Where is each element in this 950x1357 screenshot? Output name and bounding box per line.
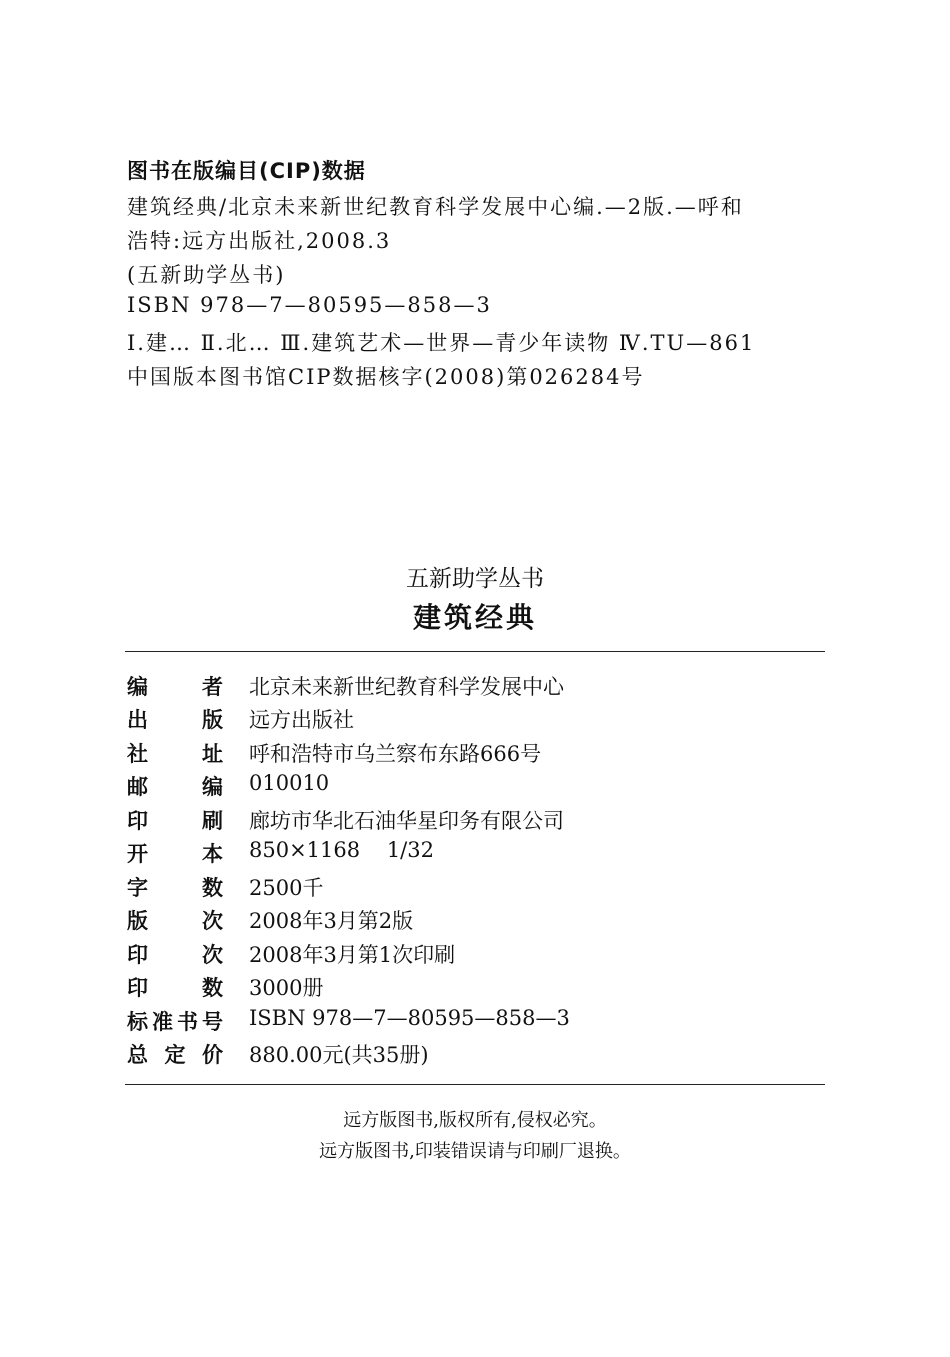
info-value: 2008年3月第1次印刷 (249, 943, 456, 967)
info-label: 邮 编 (127, 775, 223, 799)
info-label: 开 本 (127, 842, 223, 866)
info-value: ISBN 978—7—80595—858—3 (249, 1006, 570, 1030)
cip-line: (五新助学丛书) (127, 263, 286, 287)
info-label: 印 次 (127, 943, 223, 967)
cip-line: 建筑经典/北京未来新世纪教育科学发展中心编.—2版.—呼和 (127, 195, 744, 219)
info-value: 850×1168 1/32 (249, 838, 434, 862)
book-title: 建筑经典 (412, 601, 537, 634)
copyright-notice: 远方版图书,版权所有,侵权必究。 (343, 1110, 607, 1131)
info-value: 2008年3月第2版 (249, 909, 414, 933)
info-value: 远方出版社 (249, 708, 354, 732)
info-label: 印 数 (127, 976, 223, 1000)
cip-line: Ⅰ.建… Ⅱ.北… Ⅲ.建筑艺术—世界—青少年读物 Ⅳ.TU—861 (127, 331, 756, 355)
replacement-notice: 远方版图书,印装错误请与印刷厂退换。 (319, 1141, 631, 1162)
info-label: 出 版 (127, 708, 223, 732)
bottom-divider (125, 1084, 825, 1085)
info-label: 社 址 (127, 742, 223, 766)
info-label: 印 刷 (127, 809, 223, 833)
info-value: 880.00元(共35册) (249, 1043, 429, 1067)
info-value: 2500千 (249, 876, 324, 900)
cip-line: ISBN 978—7—80595—858—3 (127, 293, 492, 317)
info-label: 编 者 (127, 675, 223, 699)
info-value: 廊坊市华北石油华星印务有限公司 (249, 809, 564, 833)
series-name: 五新助学丛书 (406, 566, 544, 592)
info-value: 呼和浩特市乌兰察布东路666号 (249, 742, 542, 766)
cip-line: 浩特:远方出版社,2008.3 (127, 229, 392, 253)
info-label: 标 准 书 号 (127, 1010, 223, 1034)
info-value: 3000册 (249, 976, 324, 1000)
info-value: 北京未来新世纪教育科学发展中心 (249, 675, 564, 699)
top-divider (125, 651, 825, 652)
info-label: 版 次 (127, 909, 223, 933)
info-value: 010010 (249, 771, 330, 795)
info-label: 总 定 价 (127, 1043, 223, 1067)
cip-line: 中国版本图书馆CIP数据核字(2008)第026284号 (127, 365, 645, 389)
info-label: 字 数 (127, 876, 223, 900)
cip-heading: 图书在版编目(CIP)数据 (127, 159, 366, 183)
